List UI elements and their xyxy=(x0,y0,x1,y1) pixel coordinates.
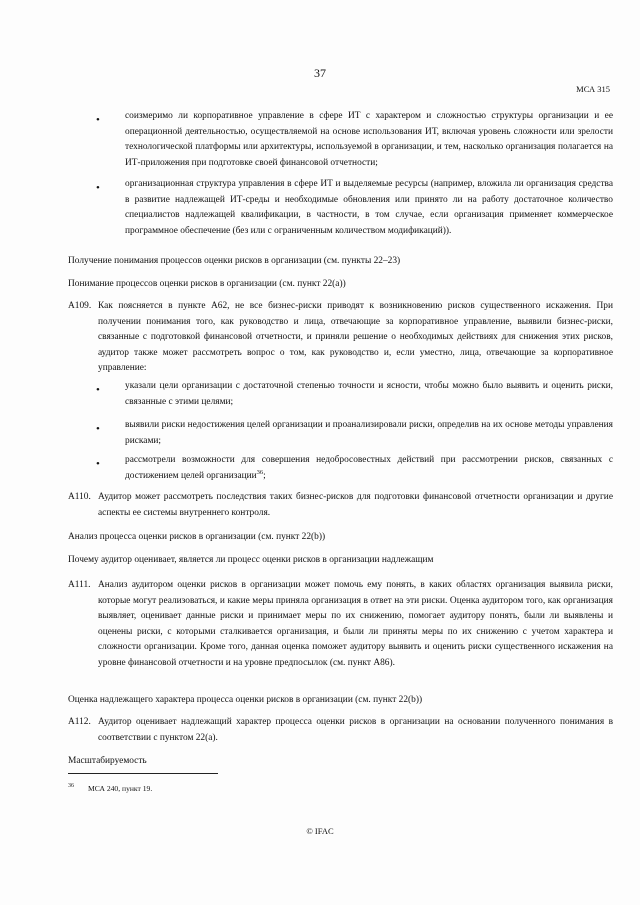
bullet-item: соизмеримо ли корпоративное управление в сфере ИТ с характером и сложностью структуры организации и ее операционной деятельностью, осуществляемой на основе использования ИТ, включая уровень сложности или зрелости технологической платформы или архитектуры, используемой в организации, и тем, насколько организация полагается на ИТ-приложения при подготовке своей финансовой отчетности; xyxy=(125,111,613,168)
footnote-mark: 36 xyxy=(68,783,74,789)
paragraph-a112: Аудитор оценивает надлежащий характер процесса оценки рисков в организации на основании полученного понимания в соответствии с пунктом 22(a). xyxy=(98,717,613,743)
subheading: Оценка надлежащего характера процесса оценки рисков в организации (см. пункт 22(b)) xyxy=(68,695,423,705)
subheading: Почему аудитор оценивает, является ли процесс оценки рисков в организации надлежащим xyxy=(68,555,434,565)
bullet-icon: • xyxy=(96,458,100,470)
paragraph-a110: Аудитор может рассмотреть последствия таких бизнес-рисков для подготовки финансовой отчетности организации и другие аспекты ее системы внутреннего контроля. xyxy=(98,492,613,518)
footnote-text: МСА 240, пункт 19. xyxy=(88,784,153,793)
bullet-icon: • xyxy=(96,384,100,396)
paragraph-number: A111. xyxy=(68,580,91,590)
paragraph-number: A112. xyxy=(68,717,91,727)
bullet-item: указали цели организации с достаточной степенью точности и ясности, чтобы можно было выявить и оценить риски, связанные с этими целями; xyxy=(125,381,613,407)
bullet-item xyxy=(125,453,613,484)
bullet-icon: • xyxy=(96,423,100,435)
footnote-divider xyxy=(68,773,218,774)
bullet-item: организационная структура управления в сфере ИТ и выделяемые ресурсы (например, вложила ли организация средства в развитие надлежащей ИТ-среды и необходимые обновления или принято ли на работу достаточное количество специалистов надлежащей квалификации, в частности, в том случае, если организация применяет коммерческое программное обеспечение (без или с ограниченным количеством модификаций)). xyxy=(125,179,613,236)
page-number: 37 xyxy=(314,66,326,80)
standard-header: МСА 315 xyxy=(576,84,610,94)
subheading: Понимание процессов оценки рисков в организации (см. пункт 22(a)) xyxy=(68,279,346,289)
bullet-end: ; xyxy=(263,470,266,481)
bullet-item: выявили риски недостижения целей организации и проанализировали риски, определив на их основе методы управления рисками; xyxy=(125,420,613,446)
paragraph-number: A110. xyxy=(68,492,91,502)
paragraph-number: A109. xyxy=(68,301,92,311)
bullet-text: рассмотрели возможности для совершения недобросовестных действий при рассмотрении рисков, связанных с достижением целей организации xyxy=(125,455,613,481)
bullet-icon: • xyxy=(96,114,100,126)
paragraph-a111: Анализ аудитором оценки рисков в организации может помочь ему понять, в каких областях организация выявила риски, которые могут реализоваться, и какие меры приняла организация в ответ на эти риски. Оценка аудитором того, как организация выявляет, оценивает данные риски и принимает меры по их снижению, помогает аудитору понять, были ли выявлены и оценены риски, с которыми сталкивается организация, и были ли приняты меры по их снижению с учетом характера и сложности организации. Кроме того, данная оценка поможет аудитору выявить и оценить риски существенного искажения на уровне финансовой отчетности и на уровне предпосылок (см. пункт A86). xyxy=(98,580,613,668)
page-footer: © IFAC xyxy=(306,826,334,836)
paragraph-a109: Как поясняется в пункте A62, не все бизнес-риски приводят к возникновению рисков существенного искажения. При получении понимания того, как руководство и лица, отвечающие за корпоративное управление, выявили бизнес-риски, связанные с подготовкой финансовой отчетности, и приняли решение о необходимых действиях для снижения этих рисков, аудитор также может рассмотреть вопрос о том, как руководство и, если уместно, лица, отвечающие за корпоративное управление: xyxy=(98,301,613,374)
subheading: Анализ процесса оценки рисков в организации (см. пункт 22(b)) xyxy=(68,532,326,542)
subheading: Получение понимания процессов оценки рисков в организации (см. пункты 22–23) xyxy=(68,256,401,266)
subheading: Масштабируемость xyxy=(68,756,147,766)
bullet-icon: • xyxy=(96,182,100,194)
footnote-reference: 36 xyxy=(256,468,264,476)
